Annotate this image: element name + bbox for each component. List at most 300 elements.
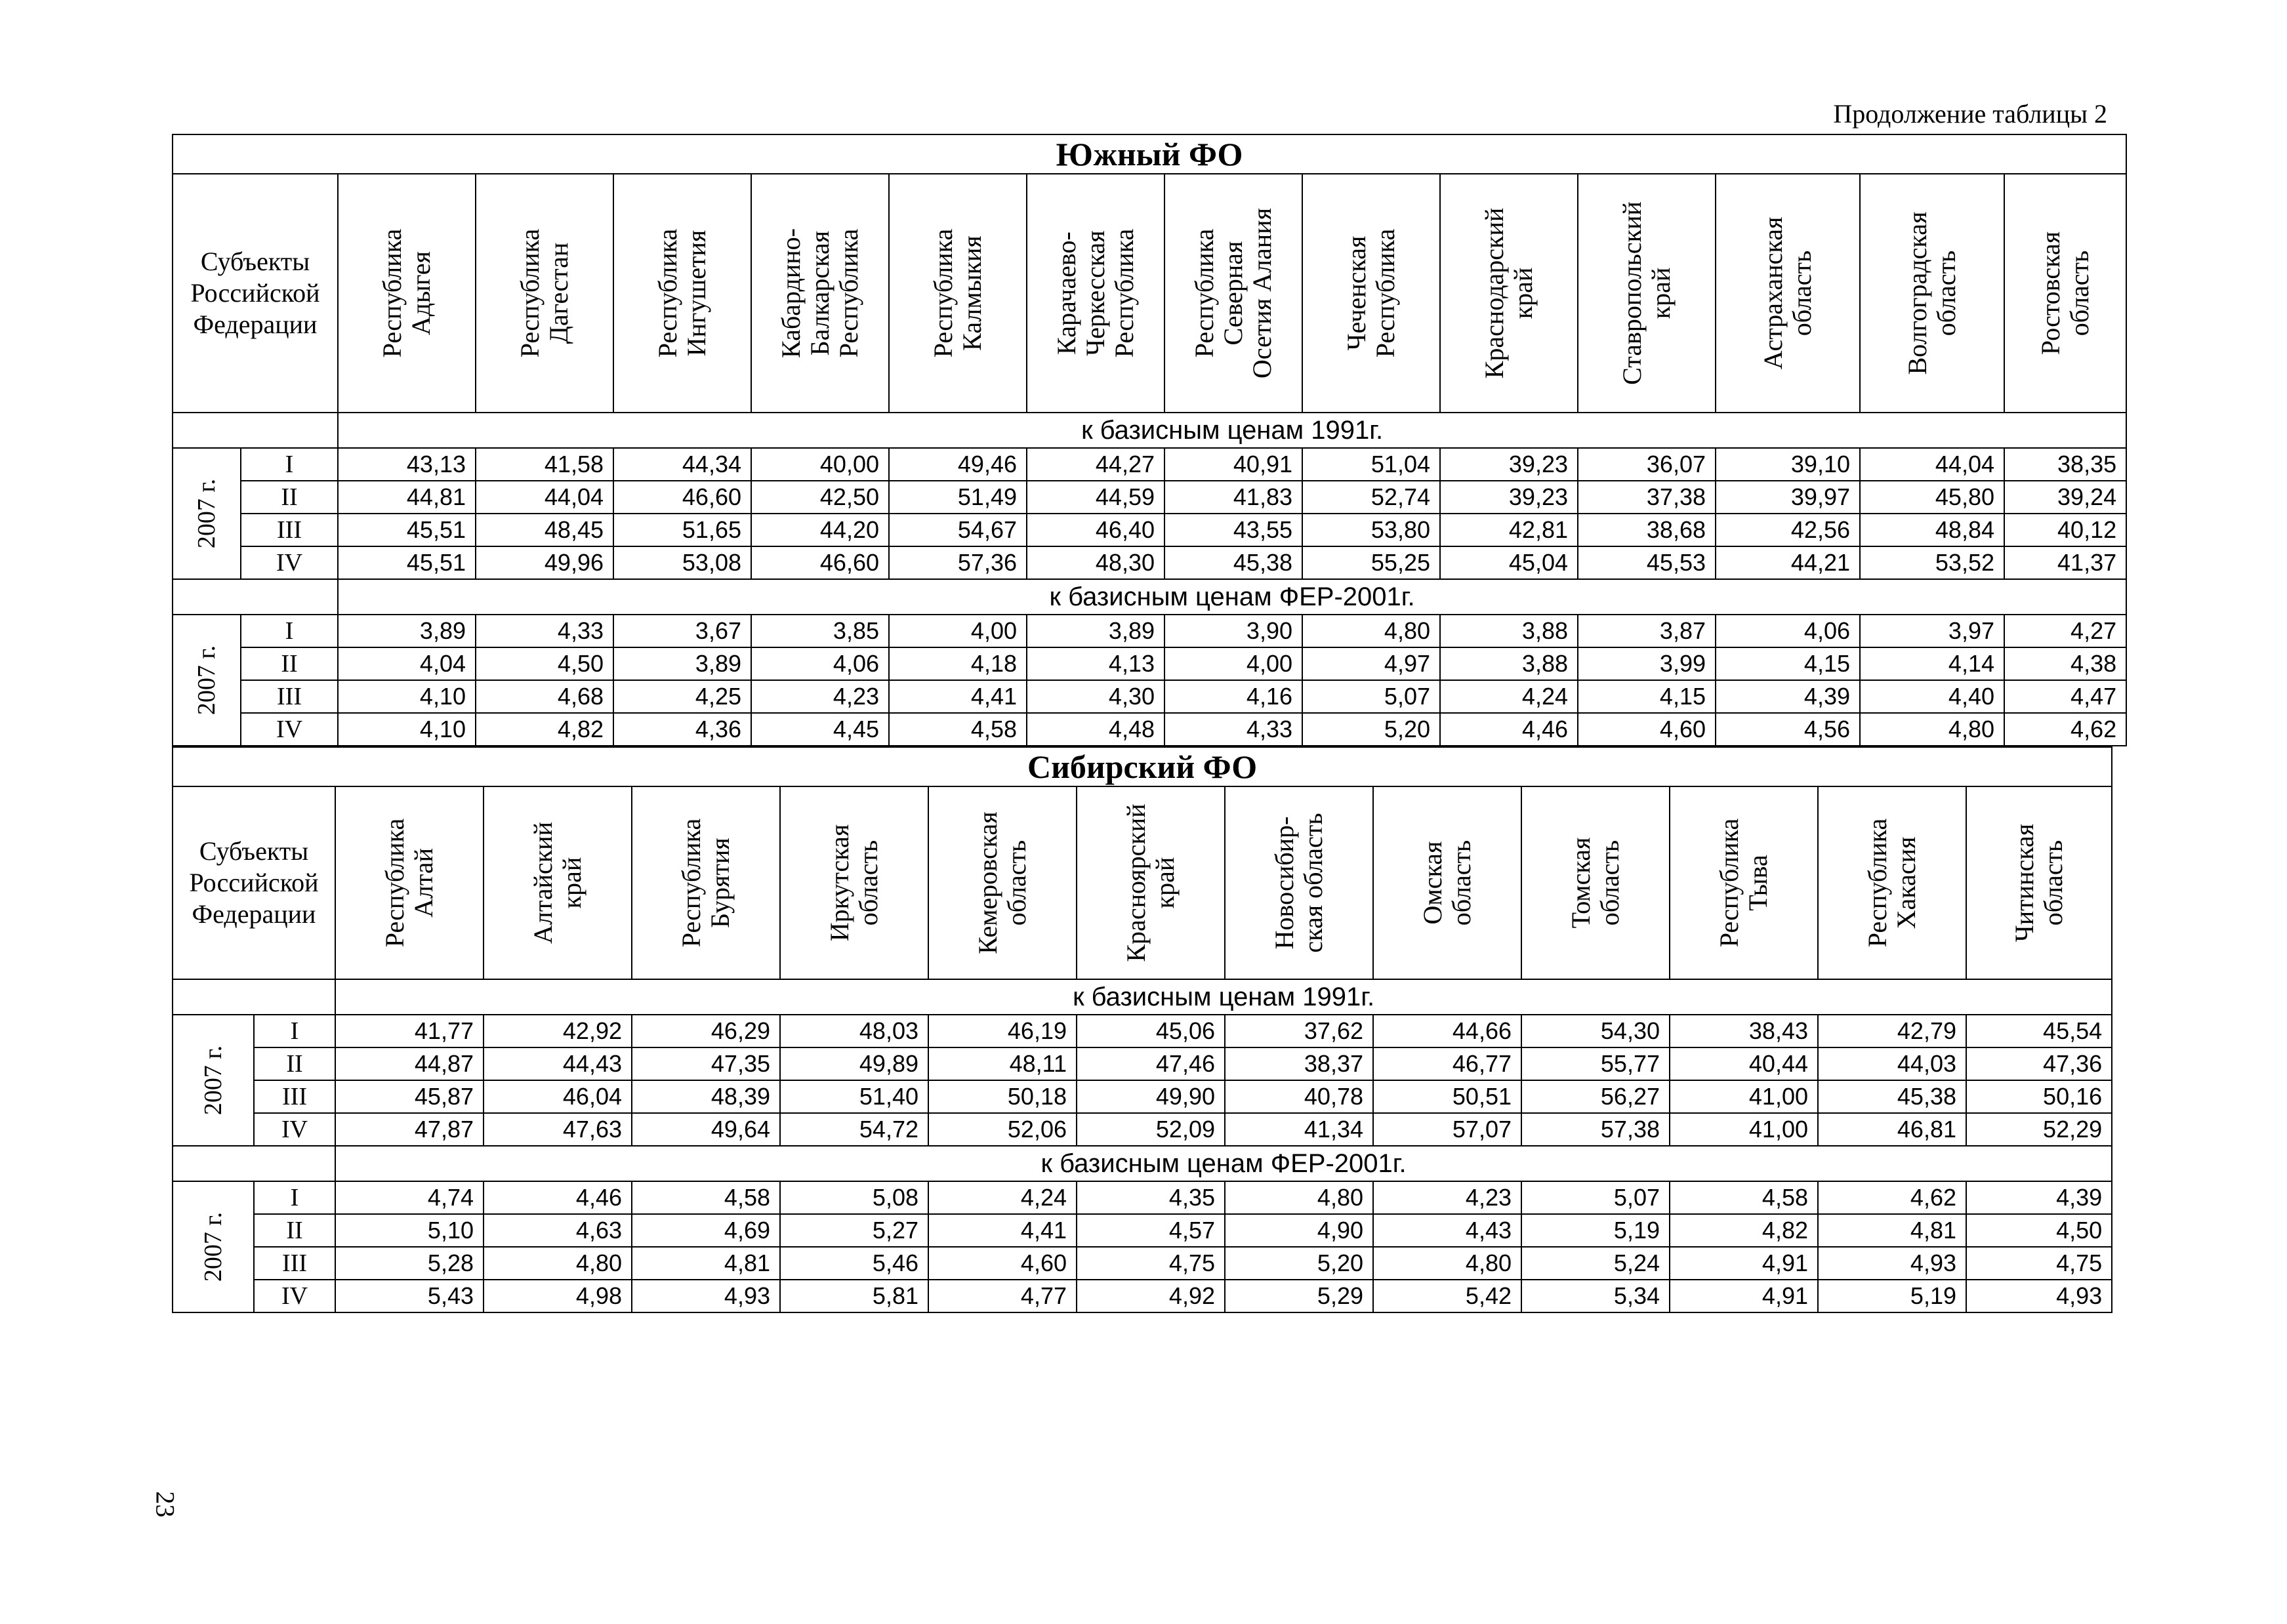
value-cell: 4,47 [2004,680,2126,713]
value-cell: 4,69 [632,1214,780,1247]
region-header [751,174,889,413]
fo-title-row [173,747,2112,786]
value-cell: 52,09 [1077,1113,1225,1146]
value-cell: 4,60 [928,1247,1077,1280]
value-cell: 41,58 [476,448,613,481]
value-cell: 44,21 [1716,546,1860,579]
value-cell: 4,63 [484,1214,632,1247]
region-header [1027,174,1164,413]
value-cell: 4,06 [751,647,889,680]
value-cell: 5,46 [780,1247,928,1280]
value-cell: 42,50 [751,481,889,514]
value-cell: 43,13 [338,448,476,481]
value-cell: 39,23 [1440,481,1578,514]
value-cell: 4,81 [632,1247,780,1280]
data-row [173,615,2126,647]
value-cell: 3,87 [1578,615,1716,647]
value-cell: 44,04 [1860,448,2004,481]
region-name: Новосибир- ская область [1269,813,1328,953]
data-row [173,1280,2112,1312]
value-cell: 45,80 [1860,481,2004,514]
region-name: Алтайский край [528,822,587,944]
value-cell: 46,40 [1027,514,1164,546]
value-cell: 44,59 [1027,481,1164,514]
value-cell: 5,34 [1521,1280,1670,1312]
blank-cell [173,979,335,1015]
base-price-row [173,413,2126,448]
region-header [1302,174,1440,413]
value-cell: 40,91 [1164,448,1302,481]
value-cell: 4,74 [335,1181,484,1214]
value-cell: 49,46 [889,448,1027,481]
quarter-cell: I [254,1181,335,1214]
value-cell: 48,30 [1027,546,1164,579]
value-cell: 39,10 [1716,448,1860,481]
value-cell: 4,48 [1027,713,1164,746]
year-label: 2007 г. [193,478,220,549]
region-header [1670,786,1818,979]
value-cell: 4,80 [1860,713,2004,746]
header-row [173,174,2126,413]
value-cell: 44,03 [1818,1047,1966,1080]
value-cell: 5,19 [1818,1280,1966,1312]
value-cell: 46,29 [632,1015,780,1047]
value-cell: 4,57 [1077,1214,1225,1247]
value-cell: 38,37 [1225,1047,1373,1080]
value-cell: 41,00 [1670,1080,1818,1113]
value-cell: 44,27 [1027,448,1164,481]
value-cell: 3,89 [338,615,476,647]
value-cell: 47,36 [1966,1047,2112,1080]
value-cell: 46,19 [928,1015,1077,1047]
region-name: Кабардино- Балкарская Республика [776,228,863,358]
value-cell: 51,04 [1302,448,1440,481]
value-cell: 41,77 [335,1015,484,1047]
value-cell: 42,56 [1716,514,1860,546]
region-name: Карачаево- Черкесская Республика [1052,228,1139,358]
region-header [335,786,484,979]
value-cell: 4,39 [1716,680,1860,713]
value-cell: 4,77 [928,1280,1077,1312]
value-cell: 4,13 [1027,647,1164,680]
quarter-cell: IV [254,1113,335,1146]
value-cell: 39,24 [2004,481,2126,514]
blank-cell [173,1146,335,1181]
value-cell: 5,24 [1521,1247,1670,1280]
value-cell: 4,90 [1225,1214,1373,1247]
data-row [173,647,2126,680]
value-cell: 49,96 [476,546,613,579]
value-cell: 5,29 [1225,1280,1373,1312]
value-cell: 56,27 [1521,1080,1670,1113]
region-header [928,786,1077,979]
value-cell: 4,58 [632,1181,780,1214]
value-cell: 48,11 [928,1047,1077,1080]
value-cell: 4,41 [889,680,1027,713]
region-name: Ростовская область [2036,231,2095,355]
region-header [1373,786,1521,979]
data-row [173,481,2126,514]
value-cell: 4,40 [1860,680,2004,713]
value-cell: 4,00 [889,615,1027,647]
value-cell: 4,38 [2004,647,2126,680]
value-cell: 4,39 [1966,1181,2112,1214]
value-cell: 39,23 [1440,448,1578,481]
value-cell: 4,93 [1966,1280,2112,1312]
value-cell: 47,87 [335,1113,484,1146]
value-cell: 42,81 [1440,514,1578,546]
data-row [173,1047,2112,1080]
value-cell: 4,75 [1077,1247,1225,1280]
base-price-label: к базисным ценам 1991г. [338,413,2126,448]
value-cell: 5,81 [780,1280,928,1312]
value-cell: 57,38 [1521,1113,1670,1146]
value-cell: 3,88 [1440,615,1578,647]
region-name: Иркутская область [825,824,883,942]
value-cell: 41,00 [1670,1113,1818,1146]
value-cell: 3,85 [751,615,889,647]
blank-cell [173,413,338,448]
region-name: Республика Дагестан [515,228,573,358]
year-cell [173,1181,254,1312]
value-cell: 4,62 [1818,1181,1966,1214]
value-cell: 4,58 [1670,1181,1818,1214]
value-cell: 4,91 [1670,1280,1818,1312]
value-cell: 4,60 [1578,713,1716,746]
base-price-label: к базисным ценам 1991г. [335,979,2112,1015]
value-cell: 39,97 [1716,481,1860,514]
quarter-cell: I [241,615,338,647]
value-cell: 4,97 [1302,647,1440,680]
fo-title: Сибирский ФО [173,747,2112,786]
region-name: Томская область [1566,837,1624,929]
value-cell: 4,50 [476,647,613,680]
value-cell: 4,50 [1966,1214,2112,1247]
value-cell: 38,43 [1670,1015,1818,1047]
value-cell: 38,68 [1578,514,1716,546]
value-cell: 42,92 [484,1015,632,1047]
value-cell: 44,66 [1373,1015,1521,1047]
data-row [173,1080,2112,1113]
value-cell: 57,07 [1373,1113,1521,1146]
region-header [338,174,476,413]
region-name: Краснодарский край [1479,207,1538,379]
value-cell: 46,81 [1818,1113,1966,1146]
value-cell: 52,29 [1966,1113,2112,1146]
value-cell: 45,51 [338,514,476,546]
value-cell: 46,77 [1373,1047,1521,1080]
value-cell: 4,43 [1373,1214,1521,1247]
quarter-cell: II [241,481,338,514]
value-cell: 38,35 [2004,448,2126,481]
value-cell: 5,20 [1225,1247,1373,1280]
header-row [173,786,2112,979]
table-body [173,747,2112,1312]
quarter-cell: IV [241,713,338,746]
value-cell: 4,24 [1440,680,1578,713]
region-header [780,786,928,979]
region-header [1077,786,1225,979]
value-cell: 44,81 [338,481,476,514]
subject-header: Субъекты Российской Федерации [173,174,338,413]
fo-title-row [173,134,2126,174]
value-cell: 36,07 [1578,448,1716,481]
value-cell: 46,04 [484,1080,632,1113]
value-cell: 50,16 [1966,1080,2112,1113]
value-cell: 46,60 [613,481,751,514]
value-cell: 45,54 [1966,1015,2112,1047]
value-cell: 42,79 [1818,1015,1966,1047]
value-cell: 4,23 [751,680,889,713]
region-header [632,786,780,979]
value-cell: 55,77 [1521,1047,1670,1080]
value-cell: 41,37 [2004,546,2126,579]
value-cell: 4,82 [476,713,613,746]
base-price-row [173,979,2112,1015]
region-name: Республика Адыгея [377,228,436,358]
region-name: Республика Калмыкия [928,228,987,358]
base-price-label: к базисным ценам ФЕР-2001г. [335,1146,2112,1181]
region-name: Чеченская Республика [1342,228,1400,358]
table-southern-fo [172,134,2127,746]
value-cell: 5,27 [780,1214,928,1247]
value-cell: 4,41 [928,1214,1077,1247]
value-cell: 44,20 [751,514,889,546]
year-label: 2007 г. [193,645,220,716]
value-cell: 51,65 [613,514,751,546]
value-cell: 5,43 [335,1280,484,1312]
value-cell: 5,28 [335,1247,484,1280]
region-header [1225,786,1373,979]
region-name: Республика Ингушетия [653,228,711,358]
value-cell: 40,78 [1225,1080,1373,1113]
value-cell: 57,36 [889,546,1027,579]
value-cell: 46,60 [751,546,889,579]
value-cell: 53,52 [1860,546,2004,579]
value-cell: 4,93 [632,1280,780,1312]
region-header [1440,174,1578,413]
value-cell: 4,46 [1440,713,1578,746]
value-cell: 3,97 [1860,615,2004,647]
value-cell: 37,62 [1225,1015,1373,1047]
year-cell [173,448,241,579]
value-cell: 4,56 [1716,713,1860,746]
table-siberian-fo [172,746,2112,1313]
value-cell: 54,72 [780,1113,928,1146]
value-cell: 4,98 [484,1280,632,1312]
value-cell: 40,44 [1670,1047,1818,1080]
value-cell: 4,92 [1077,1280,1225,1312]
region-name: Республика Северная Осетия Алания [1189,208,1277,378]
value-cell: 4,23 [1373,1181,1521,1214]
value-cell: 4,45 [751,713,889,746]
quarter-cell: II [254,1047,335,1080]
region-name: Ставропольский край [1617,201,1676,385]
region-header [1578,174,1716,413]
base-price-row [173,1146,2112,1181]
value-cell: 4,62 [2004,713,2126,746]
value-cell: 44,34 [613,448,751,481]
value-cell: 41,83 [1164,481,1302,514]
value-cell: 3,90 [1164,615,1302,647]
value-cell: 50,51 [1373,1080,1521,1113]
value-cell: 47,46 [1077,1047,1225,1080]
region-name: Республика Бурятия [676,818,735,948]
value-cell: 4,18 [889,647,1027,680]
value-cell: 5,42 [1373,1280,1521,1312]
blank-cell [173,579,338,615]
value-cell: 4,30 [1027,680,1164,713]
value-cell: 44,04 [476,481,613,514]
value-cell: 4,80 [1302,615,1440,647]
value-cell: 45,53 [1578,546,1716,579]
region-header [613,174,751,413]
value-cell: 53,80 [1302,514,1440,546]
data-row [173,1015,2112,1047]
value-cell: 45,51 [338,546,476,579]
value-cell: 4,27 [2004,615,2126,647]
value-cell: 48,84 [1860,514,2004,546]
value-cell: 5,10 [335,1214,484,1247]
value-cell: 3,67 [613,615,751,647]
value-cell: 4,91 [1670,1247,1818,1280]
value-cell: 40,00 [751,448,889,481]
region-header [2004,174,2126,413]
year-label: 2007 г. [199,1045,227,1116]
region-header [889,174,1027,413]
subject-header: Субъекты Российской Федерации [173,786,335,979]
base-price-row [173,579,2126,615]
value-cell: 5,19 [1521,1214,1670,1247]
value-cell: 4,00 [1164,647,1302,680]
value-cell: 4,35 [1077,1181,1225,1214]
quarter-cell: III [254,1080,335,1113]
value-cell: 45,38 [1164,546,1302,579]
year-label: 2007 г. [199,1211,227,1282]
region-header [1164,174,1302,413]
region-name: Астраханская область [1758,216,1817,370]
value-cell: 47,35 [632,1047,780,1080]
value-cell: 45,06 [1077,1015,1225,1047]
quarter-cell: I [254,1015,335,1047]
value-cell: 4,16 [1164,680,1302,713]
value-cell: 45,87 [335,1080,484,1113]
value-cell: 49,89 [780,1047,928,1080]
value-cell: 4,10 [338,713,476,746]
value-cell: 5,08 [780,1181,928,1214]
value-cell: 51,40 [780,1080,928,1113]
value-cell: 54,67 [889,514,1027,546]
data-row [173,713,2126,746]
region-name: Волгоградская область [1903,211,1961,375]
region-name: Республика Алтай [380,818,438,948]
data-row [173,680,2126,713]
value-cell: 4,80 [484,1247,632,1280]
value-cell: 48,39 [632,1080,780,1113]
region-header [476,174,613,413]
value-cell: 4,80 [1373,1247,1521,1280]
region-header [1818,786,1966,979]
region-header [1860,174,2004,413]
value-cell: 48,03 [780,1015,928,1047]
region-name: Республика Хакасия [1863,818,1921,948]
value-cell: 4,46 [484,1181,632,1214]
value-cell: 41,34 [1225,1113,1373,1146]
value-cell: 4,14 [1860,647,2004,680]
value-cell: 4,58 [889,713,1027,746]
value-cell: 51,49 [889,481,1027,514]
value-cell: 47,63 [484,1113,632,1146]
value-cell: 48,45 [476,514,613,546]
region-name: Республика Тыва [1714,818,1773,948]
table-body [173,134,2126,746]
value-cell: 45,04 [1440,546,1578,579]
data-row [173,1247,2112,1280]
data-row [173,546,2126,579]
value-cell: 5,07 [1302,680,1440,713]
value-cell: 52,06 [928,1113,1077,1146]
value-cell: 4,75 [1966,1247,2112,1280]
value-cell: 4,25 [613,680,751,713]
value-cell: 52,74 [1302,481,1440,514]
base-price-label: к базисным ценам ФЕР-2001г. [338,579,2126,615]
value-cell: 54,30 [1521,1015,1670,1047]
region-name: Кемеровская область [973,811,1031,954]
year-cell [173,615,241,746]
data-row [173,1181,2112,1214]
quarter-cell: III [241,514,338,546]
value-cell: 3,99 [1578,647,1716,680]
quarter-cell: II [254,1214,335,1247]
value-cell: 4,04 [338,647,476,680]
region-name: Читинская область [2009,823,2069,943]
quarter-cell: II [241,647,338,680]
value-cell: 5,07 [1521,1181,1670,1214]
quarter-cell: I [241,448,338,481]
region-name: Красноярский край [1121,803,1180,962]
value-cell: 4,82 [1670,1214,1818,1247]
data-row [173,1214,2112,1247]
data-row [173,448,2126,481]
value-cell: 44,87 [335,1047,484,1080]
value-cell: 4,68 [476,680,613,713]
value-cell: 4,36 [613,713,751,746]
value-cell: 4,15 [1578,680,1716,713]
value-cell: 40,12 [2004,514,2126,546]
value-cell: 3,89 [1027,615,1164,647]
region-name: Омская область [1418,840,1476,926]
table-caption: Продолжение таблицы 2 [1833,99,2107,129]
value-cell: 4,15 [1716,647,1860,680]
value-cell: 5,20 [1302,713,1440,746]
value-cell: 4,33 [1164,713,1302,746]
value-cell: 44,43 [484,1047,632,1080]
region-header [1966,786,2112,979]
value-cell: 53,08 [613,546,751,579]
value-cell: 37,38 [1578,481,1716,514]
value-cell: 49,90 [1077,1080,1225,1113]
fo-title: Южный ФО [173,134,2126,174]
value-cell: 45,38 [1818,1080,1966,1113]
value-cell: 4,80 [1225,1181,1373,1214]
region-header [1521,786,1670,979]
value-cell: 3,88 [1440,647,1578,680]
value-cell: 4,33 [476,615,613,647]
quarter-cell: IV [241,546,338,579]
value-cell: 4,06 [1716,615,1860,647]
region-header [1716,174,1860,413]
value-cell: 49,64 [632,1113,780,1146]
